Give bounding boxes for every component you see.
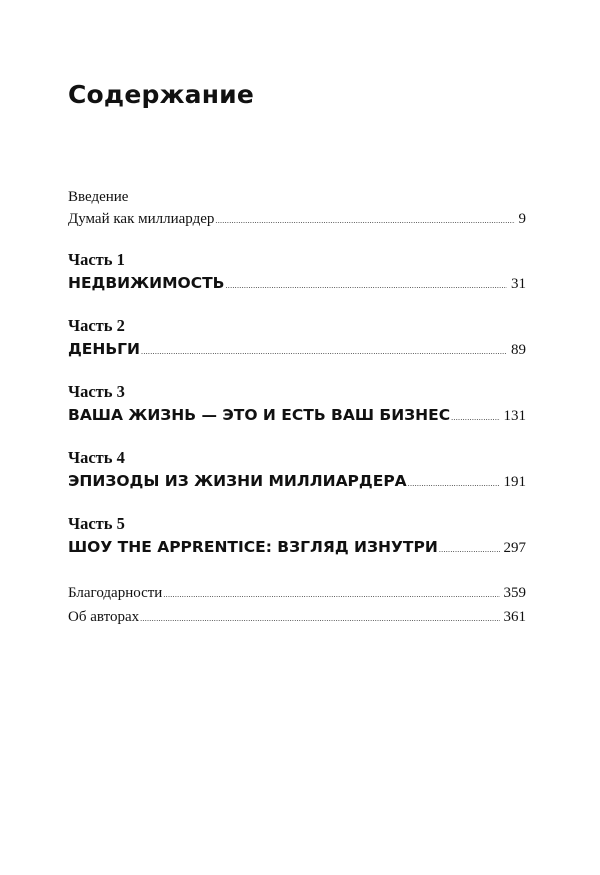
dot-leader bbox=[140, 608, 499, 630]
toc-page-number: 359 bbox=[503, 585, 526, 601]
toc-entry-part-1[interactable] bbox=[68, 271, 526, 298]
toc-page-number: 191 bbox=[503, 474, 526, 490]
dot-leader bbox=[439, 537, 500, 562]
dot-leader bbox=[408, 471, 500, 496]
dot-leader bbox=[163, 584, 499, 606]
toc-entry-title: ВАША ЖИЗНЬ — ЭТО И ЕСТЬ ВАШ БИЗНЕС bbox=[68, 406, 451, 424]
toc-entry-part-2[interactable] bbox=[68, 337, 526, 364]
toc-entry-title: Об авторах bbox=[68, 609, 140, 625]
toc-entry-title: ШОУ THE APPRENTICE: ВЗГЛЯД ИЗНУТРИ bbox=[68, 538, 438, 556]
part-label-text: Часть 3 bbox=[68, 382, 125, 401]
spacer bbox=[68, 562, 526, 582]
toc-page-number: 361 bbox=[503, 609, 526, 625]
dot-leader bbox=[225, 273, 507, 298]
toc-part-label-5 bbox=[68, 513, 526, 535]
toc-part-label-2 bbox=[68, 315, 526, 337]
page-title: Содержание bbox=[68, 80, 255, 109]
toc-entry-about-authors[interactable] bbox=[68, 606, 526, 630]
toc-intro-label bbox=[68, 186, 526, 208]
toc-part-label-3 bbox=[68, 381, 526, 403]
dot-leader bbox=[141, 339, 507, 364]
toc-page-number: 131 bbox=[503, 408, 526, 424]
toc-entry-part-3[interactable] bbox=[68, 403, 526, 430]
toc-page-number: 31 bbox=[511, 276, 526, 292]
toc-entry-title: Благодарности bbox=[68, 585, 163, 601]
dot-leader bbox=[451, 405, 499, 430]
toc-entry-part-4[interactable] bbox=[68, 469, 526, 496]
toc-part-label-1 bbox=[68, 249, 526, 271]
dot-leader bbox=[215, 210, 514, 232]
toc-page-number: 297 bbox=[503, 540, 526, 556]
toc-entry-title: Думай как миллиардер bbox=[68, 211, 215, 227]
toc-page-number: 89 bbox=[511, 342, 526, 358]
part-label-text: Часть 1 bbox=[68, 250, 125, 269]
toc-entry-intro[interactable] bbox=[68, 208, 526, 232]
toc-intro-label-text: Введение bbox=[68, 189, 129, 205]
toc-entry-title: НЕДВИЖИМОСТЬ bbox=[68, 274, 225, 292]
toc-entry-title: ДЕНЬГИ bbox=[68, 340, 141, 358]
toc-entry-acknowledgements[interactable] bbox=[68, 582, 526, 606]
part-label-text: Часть 2 bbox=[68, 316, 125, 335]
table-of-contents bbox=[68, 186, 526, 630]
toc-entry-part-5[interactable] bbox=[68, 535, 526, 562]
part-label-text: Часть 4 bbox=[68, 448, 125, 467]
toc-page-number: 9 bbox=[518, 211, 526, 227]
toc-part-label-4 bbox=[68, 447, 526, 469]
toc-entry-title: ЭПИЗОДЫ ИЗ ЖИЗНИ МИЛЛИАРДЕРА bbox=[68, 472, 407, 490]
part-label-text: Часть 5 bbox=[68, 514, 125, 533]
